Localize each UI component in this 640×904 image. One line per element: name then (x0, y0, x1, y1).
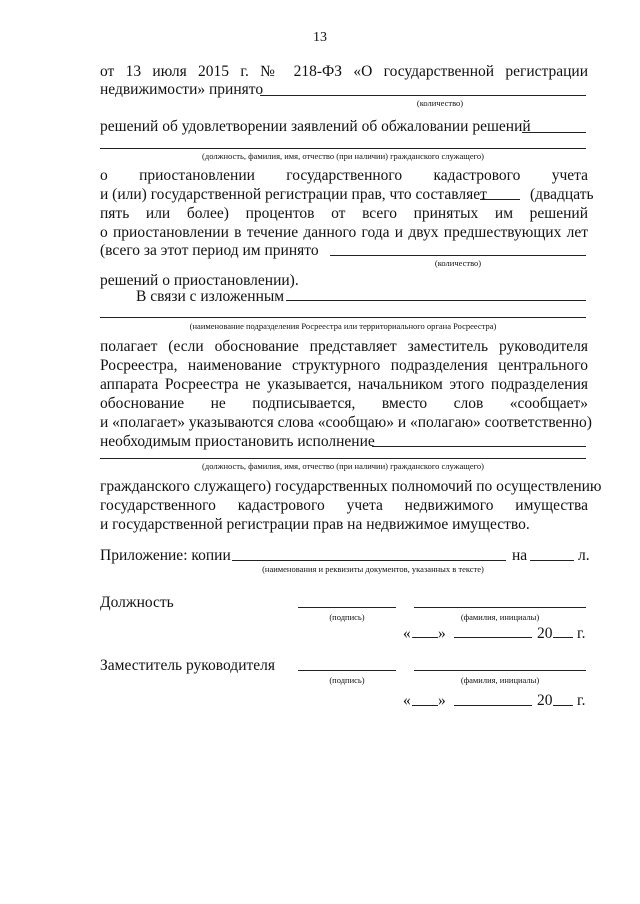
department-blank-line-b (100, 317, 586, 318)
p1-line3: решений об удовлетворении заявлений об обжаловании решений (100, 118, 531, 135)
p3-line1: полагает (если обоснование представляет заместитель руководителя (100, 338, 588, 355)
name-line-2 (414, 670, 586, 671)
date-month-line-1 (454, 637, 532, 638)
p4-line1: гражданского служащего) государственных полномочий по осуществлению (100, 478, 602, 495)
signature-title-2: Заместитель руководителя (100, 657, 276, 674)
attachment-na: на (512, 547, 528, 564)
p1-line1: от 13 июля 2015 г. № 218-ФЗ «О государственной регистрации (100, 63, 588, 80)
attachment-label: Приложение: копии (100, 547, 231, 564)
date-year-prefix-1: 20 (537, 625, 553, 642)
p4-line3: и государственной регистрации прав на недвижимое имущество. (100, 516, 530, 533)
signature-title-1: Должность (100, 594, 174, 611)
signature-line-1 (298, 607, 396, 608)
date-day-line-1 (412, 637, 438, 638)
quantity-caption-2: (количество) (434, 258, 482, 268)
official-blank-line-1 (100, 148, 586, 149)
signature-caption-2: (подпись) (329, 675, 365, 685)
pages-blank-line (530, 560, 574, 561)
official-caption-2: (должность, фамилия, имя, отчество (при наличии) гражданского служащего) (202, 461, 484, 471)
official-caption-1: (должность, фамилия, имя, отчество (при наличии) гражданского служащего) (202, 151, 484, 161)
p3-line6: необходимым приостановить исполнение (100, 433, 375, 450)
date-year-prefix-2: 20 (537, 692, 553, 709)
date-year-line-2 (553, 705, 573, 706)
quantity-blank-line (260, 95, 586, 96)
p3-line3: аппарата Росреестра не указывается, начальником этого подразделения (100, 376, 588, 393)
signature-line-2 (298, 670, 396, 671)
execution-blank-line-b (100, 458, 586, 459)
date-quote-close-1: » (438, 625, 446, 642)
p2-line7: В связи с изложенным (136, 288, 285, 305)
department-blank-line-a (286, 300, 586, 301)
p2-line3: пять или более) процентов от всего принятых им решений (100, 205, 588, 222)
name-caption-2: (фамилия, инициалы) (460, 675, 540, 685)
p2-line2a: и (или) государственной регистрации прав, что составляет (100, 186, 487, 203)
p1-line2: недвижимости» принято (100, 81, 264, 98)
attachment-blank-line (232, 560, 506, 561)
p2-line6: решений о приостановлении). (100, 272, 299, 289)
page-number: 13 (313, 30, 327, 45)
date-quote-close-2: » (438, 692, 446, 709)
execution-blank-line-a (372, 446, 586, 447)
name-line-1 (414, 607, 586, 608)
signature-caption-1: (подпись) (329, 612, 365, 622)
date-quote-open-2: « (403, 692, 411, 709)
date-day-line-2 (412, 705, 438, 706)
date-year-suffix-2: г. (577, 692, 586, 709)
date-year-line-1 (553, 637, 573, 638)
p2-line4: о приостановлении в течение данного года и двух предшествующих лет (100, 224, 588, 241)
date-year-suffix-1: г. (577, 625, 586, 642)
quantity-blank-line-2 (330, 255, 586, 256)
date-month-line-2 (454, 705, 532, 706)
p4-line2: государственного кадастрового учета недвижимого имущества (100, 497, 588, 514)
p2-line1: о приостановлении государственного кадастрового учета (100, 167, 588, 184)
department-caption: (наименование подразделения Росреестра или территориального органа Росреестра) (189, 321, 497, 331)
name-caption-1: (фамилия, инициалы) (460, 612, 540, 622)
attachment-caption: (наименования и реквизиты документов, указанных в тексте) (262, 564, 484, 574)
decisions-blank-line (522, 132, 586, 133)
p3-line4: обоснование не подписывается, вместо слов «сообщает» (100, 395, 588, 412)
p3-line2: Росреестра, наименование структурного подразделения центрального (100, 357, 588, 374)
percent-blank-line (480, 199, 520, 200)
p3-line5: и «полагает» указываются слова «сообщаю» и «полагаю» соответственно) (100, 414, 592, 431)
date-quote-open-1: « (403, 625, 411, 642)
p2-line5: (всего за этот период им принято (100, 242, 319, 259)
attachment-l: л. (578, 547, 590, 564)
quantity-caption: (количество) (416, 98, 464, 108)
p2-line2b: (двадцать (530, 186, 594, 203)
